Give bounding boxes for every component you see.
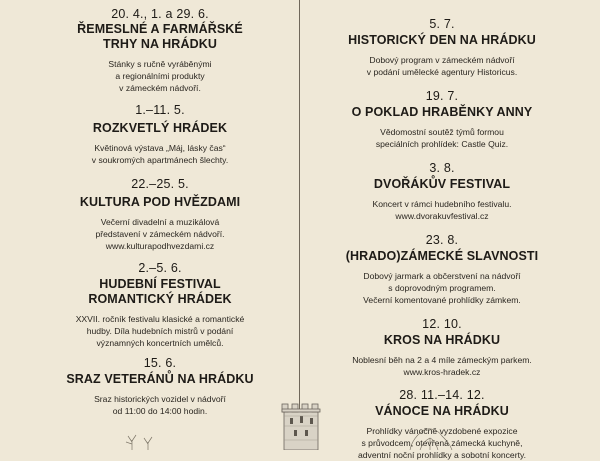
event-description [322, 198, 562, 222]
description-line: Večerní divadelní a muzikálová [100, 217, 220, 227]
tree-sketch-icon [120, 432, 160, 450]
event-date: 3. 8. [429, 161, 455, 175]
event-description [40, 216, 280, 252]
description-line: Květinová výstava „Máj, lásky čas“ [94, 143, 226, 153]
event-date: 2.–5. 6. [138, 261, 182, 275]
description-line: XXVII. ročník festivalu klasické a romantické [75, 314, 245, 324]
description-line: www.dvorakuvfestival.cz [395, 211, 489, 221]
description-line: Dobový program v zámeckém nádvoří [369, 55, 515, 65]
event-card [40, 356, 280, 417]
event-description [40, 142, 280, 166]
description-line: s doprovodným programem. [388, 283, 496, 293]
description-line: v podání umělecké agentury Historicus. [366, 67, 518, 77]
description-line: v soukromých apartmánech šlechty. [91, 155, 229, 165]
description-line: Vědomostní soutěž týmů formou [380, 127, 504, 137]
description-line: Stánky s ručně vyráběnými [108, 59, 212, 69]
event-title: VÁNOCE NA HRÁDKU [375, 404, 509, 418]
description-line: v zámeckém nádvoří. [119, 83, 201, 93]
event-date: 22.–25. 5. [131, 177, 189, 191]
description-line: významných koncertních umělců. [96, 338, 224, 348]
event-date: 1.–11. 5. [135, 103, 185, 117]
event-title: KULTURA POD HVĚZDAMI [79, 195, 241, 209]
event-title: ŘEMESLNÉ A FARMÁŘSKÉ [77, 22, 243, 36]
column-divider [299, 0, 300, 450]
event-title: HUDEBNÍ FESTIVAL [99, 277, 221, 291]
description-line: hudby. Díla hudebních mistrů v podání [86, 326, 234, 336]
description-line: představení v zámeckém nádvoří. [95, 229, 225, 239]
event-description [322, 54, 562, 78]
event-card [40, 7, 280, 94]
event-title: HISTORICKÝ DEN NA HRÁDKU [348, 33, 536, 47]
description-line: www.kulturapodhvezdami.cz [105, 241, 215, 251]
event-card [322, 17, 562, 78]
event-date: 15. 6. [143, 356, 177, 370]
event-card [322, 161, 562, 222]
event-card [322, 317, 562, 378]
event-title: KROS NA HRÁDKU [383, 333, 501, 347]
description-line: Prohlídky vánočně vyzdobené expozice [366, 426, 518, 436]
event-card [322, 89, 562, 150]
description-line: www.kros-hradek.cz [403, 367, 481, 377]
event-card [40, 177, 280, 252]
event-description [40, 393, 280, 417]
description-line: Sraz historických vozidel v nádvoří [94, 394, 226, 404]
event-title: DVOŘÁKŮV FESTIVAL [373, 177, 511, 191]
event-title: (HRADO)ZÁMECKÉ SLAVNOSTI [345, 249, 539, 263]
event-date: 23. 8. [425, 233, 459, 247]
event-title: SRAZ VETERÁNŮ NA HRÁDKU [66, 372, 254, 386]
event-description [40, 58, 280, 94]
event-title: ROZKVETLÝ HRÁDEK [92, 121, 228, 135]
description-line: adventní noční prohlídky a sobotní koncerty. [358, 450, 526, 460]
event-card [40, 103, 280, 166]
event-description [322, 270, 562, 306]
description-line: Dobový jarmark a občerstvení na nádvoří [363, 271, 521, 281]
event-title: TRHY NA HRÁDKU [103, 37, 217, 51]
description-line: a regionálními produkty [115, 71, 205, 81]
foliage-sketch-icon [400, 424, 460, 450]
event-card [40, 261, 280, 349]
description-line: s průvodcem, otevřená zámecká kuchyně, [361, 438, 523, 448]
description-line: Večerní komentované prohlídky zámkem. [363, 295, 521, 305]
event-date: 5. 7. [429, 17, 455, 31]
castle-tower-icon [272, 396, 330, 450]
event-description [40, 313, 280, 349]
description-line: Noblesní běh na 2 a 4 míle zámeckým parkem. [352, 355, 532, 365]
description-line: Koncert v rámci hudebního festivalu. [372, 199, 512, 209]
description-line: speciálních prohlídek: Castle Quiz. [375, 139, 509, 149]
event-card [322, 233, 562, 306]
event-description [322, 126, 562, 150]
event-title: ROMANTICKÝ HRÁDEK [88, 292, 232, 306]
description-line: od 11:00 do 14:00 hodin. [112, 406, 208, 416]
event-date: 28. 11.–14. 12. [399, 388, 485, 402]
event-title: O POKLAD HRABĚNKY ANNY [351, 105, 533, 119]
event-date: 12. 10. [422, 317, 462, 331]
event-description [322, 354, 562, 378]
event-date: 19. 7. [425, 89, 459, 103]
event-date: 20. 4., 1. a 29. 6. [111, 7, 209, 21]
